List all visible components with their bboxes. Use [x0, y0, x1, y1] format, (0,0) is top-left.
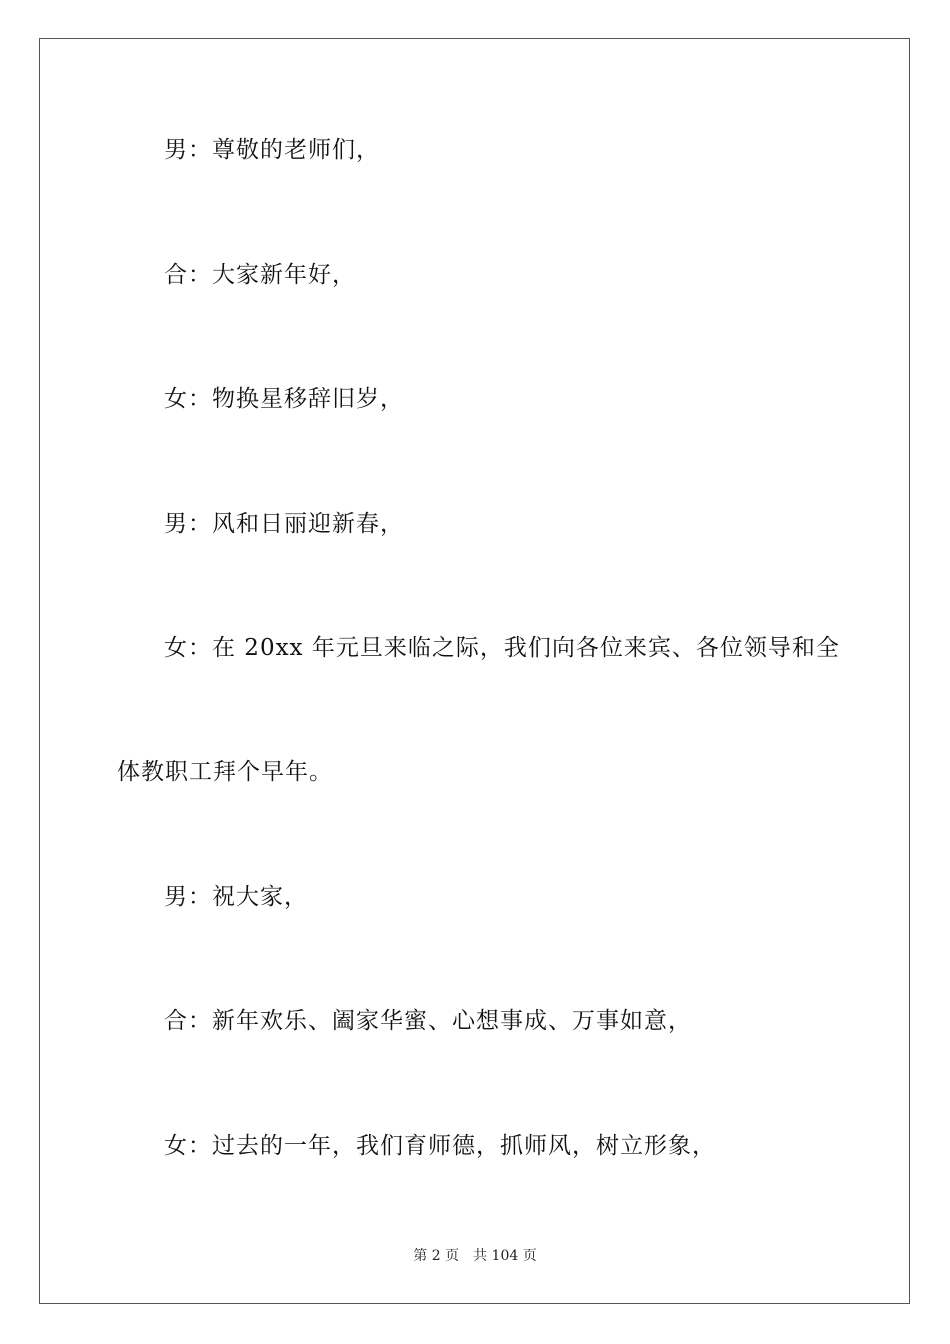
page-total: 共 104 页 [473, 1248, 537, 1264]
text-line: 男：风和日丽迎新春， [164, 511, 404, 537]
text-line-continuation: 体教职工拜个早年。 [117, 759, 333, 785]
page-number: 第 2 页 [413, 1248, 460, 1264]
text-line: 男：尊敬的老师们， [164, 137, 380, 163]
text-line: 女：在 20xx 年元旦来临之际，我们向各位来宾、各位领导和全 [164, 635, 840, 661]
page-footer [0, 1247, 950, 1265]
text-line: 合：大家新年好， [164, 262, 356, 288]
text-line: 合：新年欢乐、阖家华蜜、心想事成、万事如意， [164, 1008, 692, 1034]
page-frame [39, 38, 910, 1304]
text-line: 女：过去的一年，我们育师德，抓师风，树立形象， [164, 1133, 716, 1159]
text-line: 男：祝大家， [164, 884, 308, 910]
text-line: 女：物换星移辞旧岁， [164, 386, 404, 412]
